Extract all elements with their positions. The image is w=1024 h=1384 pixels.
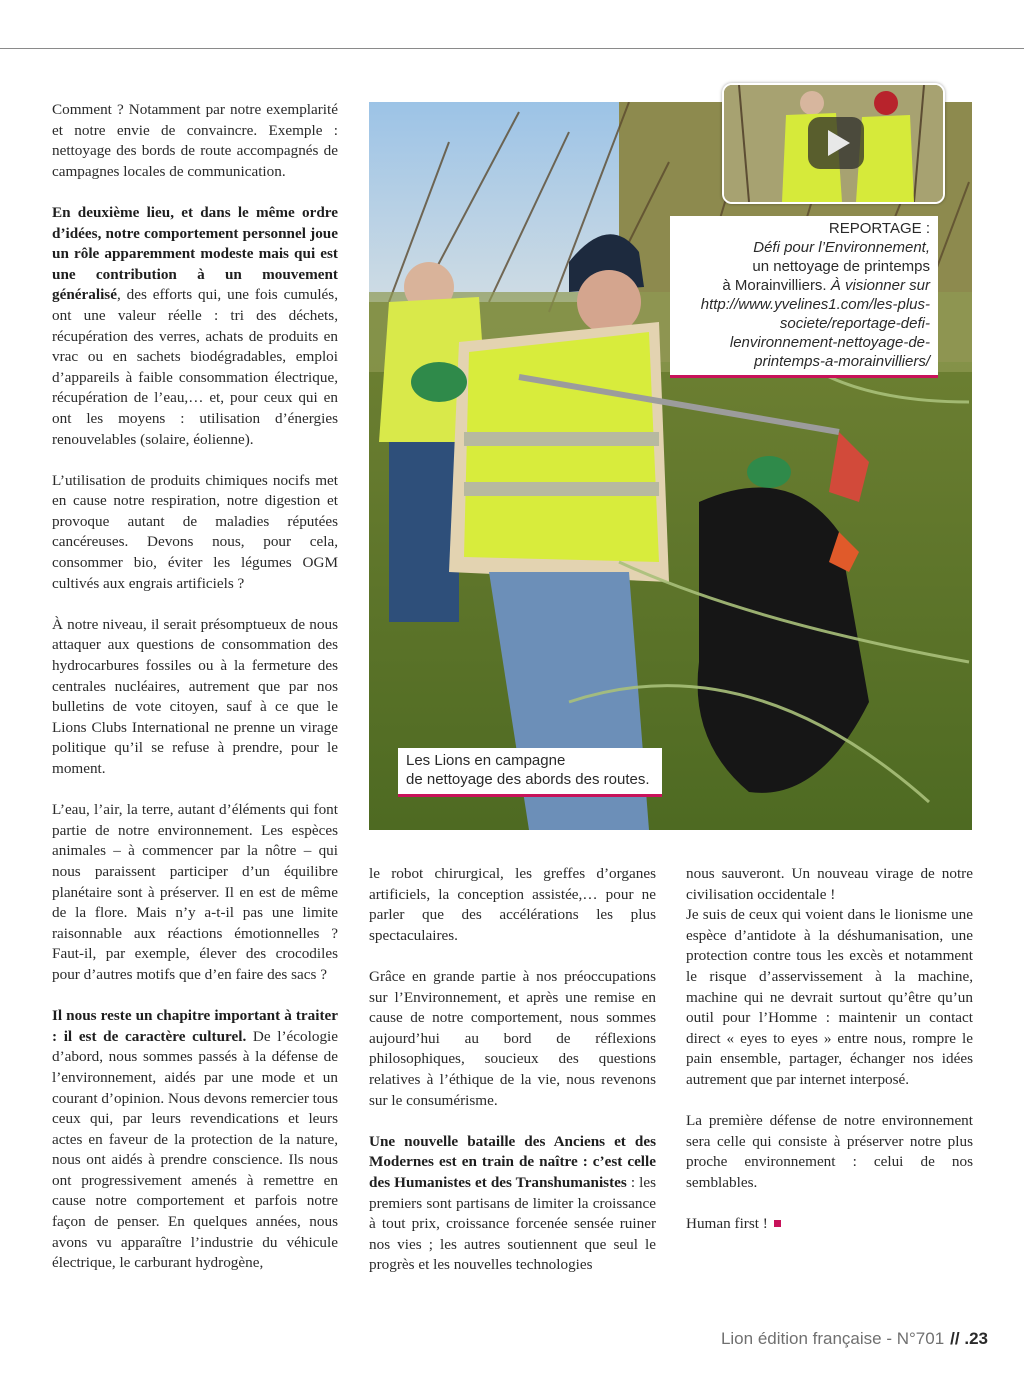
reportage-heading: REPORTAGE : bbox=[828, 220, 930, 237]
bold-lead: En deuxième lieu, et dans le même ordre d’idées, notre comportement personnel joue un rôle apparemment modeste mais qui est une contribution à un mouvement généralisé bbox=[52, 203, 338, 304]
reportage-watch-label: À visionner sur bbox=[830, 277, 930, 294]
footer-separator: // bbox=[950, 1329, 960, 1348]
text-column-3 bbox=[686, 864, 973, 1255]
paragraph: La première défense de notre environnement sera celle qui consiste à préserver notre plus proche environnement : celui de nos semblables. bbox=[686, 1112, 973, 1191]
paragraph-text: nous sauveront. Un nouveau virage de notre civilisation occidentale ! bbox=[686, 865, 973, 903]
cleanup-photo bbox=[369, 102, 972, 830]
text-column-2 bbox=[369, 864, 656, 1296]
paragraph-text: De l’écologie d’abord, nous sommes passés à la défense de l’environnement, aidés par une mode et un courant d’opinion. Nous devons remercier tous ceux qui, par leurs revendications et leurs actes en faveur de la protection de la nature, nous ont aidés à prendre conscience. Ils nous ont progressivement amenés à remettre en cause notre comportement et parfois notre façon de penser. En quelques années, nous avons vu apparaître l’industrie du véhicule électrique, le carburant hydrogène, bbox=[52, 1027, 338, 1272]
paragraph: Comment ? Notamment par notre exemplarité et notre envie de convaincre. Exemple : nettoyage des bords de route accompagnés de campagnes locales de communication. bbox=[52, 101, 338, 180]
paragraph bbox=[686, 864, 973, 1091]
paragraph: L’utilisation de produits chimiques nocifs met en cause notre respiration, notre digestion et provoque autant de maladies réputées cancéreuses. Devons nous, pour cela, consommer bio, éviter les légumes OGM cultivés aux engrais artificiels ? bbox=[52, 471, 338, 592]
text-column-1 bbox=[52, 100, 338, 1294]
reportage-subtitle: un nettoyage de printemps bbox=[752, 258, 930, 275]
end-square-icon bbox=[774, 1220, 781, 1227]
paragraph: À notre niveau, il serait présomptueux de nous attaquer aux questions de consommation des hydrocarbures fossiles ou à la fermeture des centrales nucléaires, autrement que par nos bulletins de vote citoyen, sauf à ce que le Lions Clubs International ne prenne un virage politique qu’il se refuse à prendre, pour le moment. bbox=[52, 615, 338, 777]
paragraph-text: : les premiers sont partisans de limiter la croissance à tout prix, croissance forcenée sensée ruiner nos vies ; les autres soutiennent que seul le progrès et les nouvelles technologies bbox=[369, 1173, 656, 1274]
reportage-location bbox=[676, 276, 930, 295]
paragraph bbox=[52, 203, 338, 450]
reportage-url-line[interactable]: http://www.yvelines1.com/les-plus- bbox=[700, 296, 930, 313]
bold-lead: Il nous reste un chapitre important à traiter : il est de caractère culturel. bbox=[52, 1007, 338, 1045]
paragraph: le robot chirurgical, les greffes d’organes artificiels, la conception assistée,… pour ne parler que des accélérations les plus spectaculaires. bbox=[369, 865, 656, 944]
top-rule bbox=[0, 48, 1024, 49]
paragraph-text: Je suis de ceux qui voient dans le lionisme une espèce d’antidote à la déshumanisation, une protection contre tous les excès et notamment le risque d’asservissement à la machine, machine qui ne devrait surtout qu’être qu’un outil pour l’Homme : maintenir un contact direct « eyes to eyes » entre nous, rompre le pain ensemble, partager, échanger nos idées autrement que par internet interposé. bbox=[686, 906, 973, 1088]
play-button-icon[interactable] bbox=[808, 117, 864, 169]
caption-line: de nettoyage des abords des routes. bbox=[406, 771, 650, 788]
paragraph: Grâce en grande partie à nos préoccupations sur l’Environnement, et après une remise en cause de notre comportement, nous sommes aujourd’hui au bord de réflexions philosophiques, soucieux des questions relatives à l’éthique de la vie, nous revenons sur le consumérisme. bbox=[369, 967, 656, 1109]
publication-name: Lion édition française - N°701 bbox=[720, 1329, 945, 1348]
closing-line: Human first ! bbox=[686, 1215, 768, 1233]
reportage-url-line[interactable]: societe/reportage-defi- bbox=[779, 315, 930, 332]
paragraph bbox=[52, 1006, 338, 1274]
reportage-url-line[interactable]: printemps-a-morainvilliers/ bbox=[754, 353, 930, 370]
reportage-url-line[interactable]: lenvironnement-nettoyage-de- bbox=[729, 334, 930, 351]
bold-lead: Une nouvelle bataille des Anciens et des Modernes est en train de naître : c’est celle des Humanistes et des Transhumanistes bbox=[369, 1132, 656, 1191]
reportage-box bbox=[670, 216, 938, 378]
paragraph-text: , des efforts qui, une fois cumulés, ont une valeur réelle : tri des déchets, récupération des verres, achats de produits en vrac ou en sachets biodégradables, emploi d’appareils à faible consommation électrique, récupération de l’eau,… et, pour ceux qui en ont les moyens : utilisation d’énergies renouvelables (solaire, éolienne). bbox=[52, 286, 338, 448]
caption-line: Les Lions en campagne bbox=[406, 752, 566, 769]
paragraph bbox=[686, 1214, 973, 1235]
reportage-title: Défi pour l’Environnement, bbox=[753, 239, 930, 256]
paragraph bbox=[369, 1132, 656, 1276]
photo-illustration bbox=[369, 102, 972, 830]
reportage-place: à Morainvilliers. bbox=[722, 277, 831, 294]
paragraph: L’eau, l’air, la terre, autant d’éléments qui font partie de notre environnement. Les espèces animales – à commencer par la nôtre – qui nous paraissent participer d’un équilibre planétaire sont à préserver. Il en est de même de la flore. Mais n’y a-t-il pas une limite raisonnable aux réactions émotionnelles ? Faut-il, par exemple, élever des crocodiles pour d’autres motifs que d’en faire des sacs ? bbox=[52, 801, 338, 983]
photo-caption bbox=[398, 748, 662, 797]
page-number: .23 bbox=[964, 1329, 988, 1348]
page-footer bbox=[721, 1329, 988, 1349]
